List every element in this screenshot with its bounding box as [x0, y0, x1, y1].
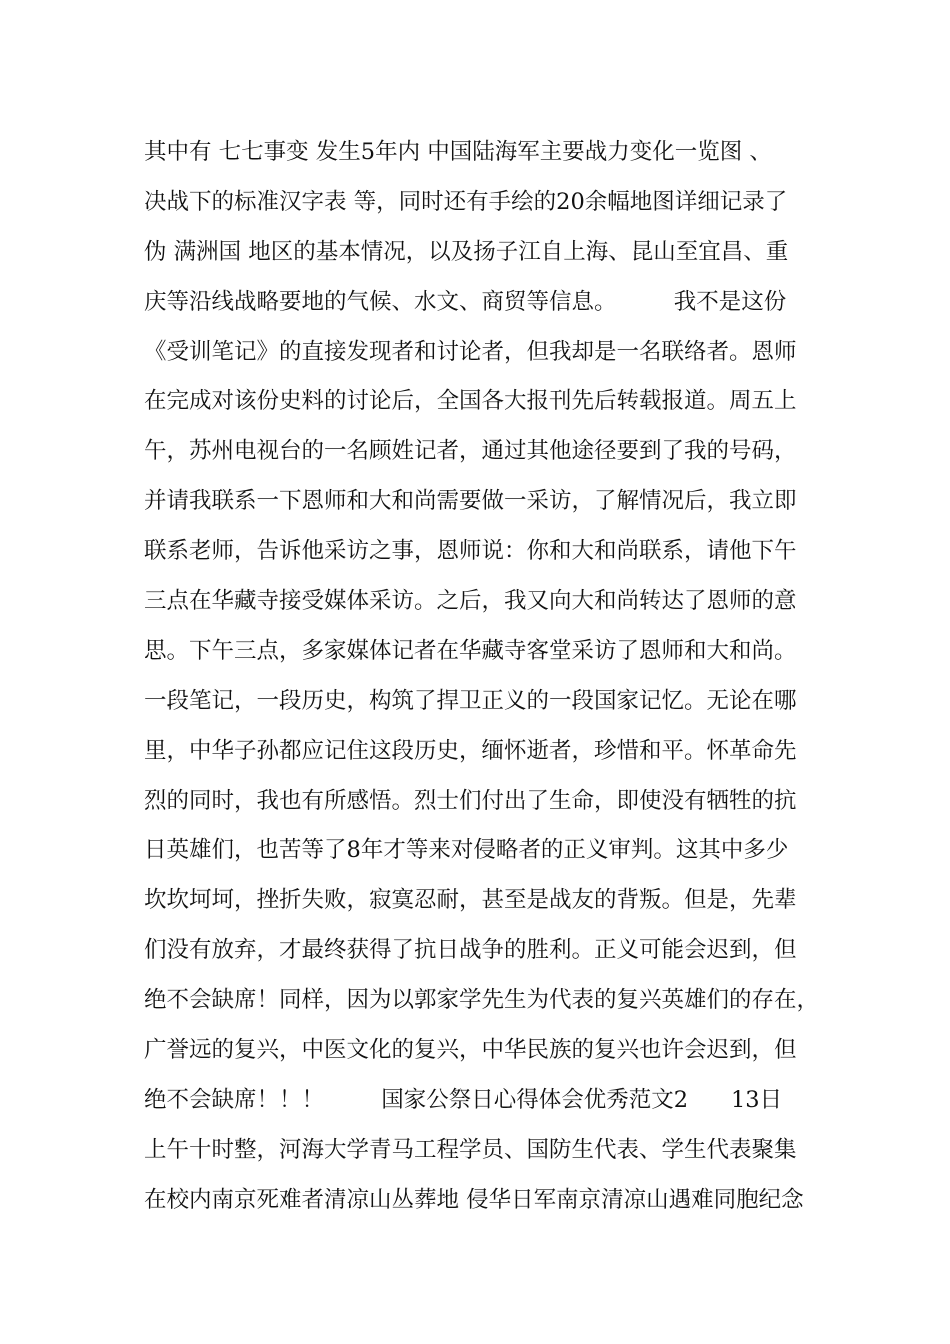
text-line: 烈的同时，我也有所感悟。烈士们付出了生命，即使没有牺牲的抗	[144, 787, 797, 814]
text-line: 《受训笔记》的直接发现者和讨论者，但我却是一名联络者。恩师	[144, 338, 797, 365]
document-body-text	[144, 128, 834, 1226]
text-line: 并请我联系一下恩师和大和尚需要做一采访，了解情况后，我立即	[144, 488, 797, 515]
text-line: 三点在华藏寺接受媒体采访。之后，我又向大和尚转达了恩师的意	[144, 588, 797, 615]
text-line: 联系老师，告诉他采访之事，恩师说：你和大和尚联系，请他下午	[144, 538, 797, 565]
text-line: 其中有 七七事变 发生5年内 中国陆海军主要战力变化一览图 、	[144, 139, 772, 165]
text-line: 一段笔记，一段历史，构筑了捍卫正义的一段国家记忆。无论在哪	[144, 687, 797, 714]
text-line: 在完成对该份史料的讨论后，全国各大报刊先后转载报道。周五上	[144, 388, 797, 415]
text-line: 们没有放弃，才最终获得了抗日战争的胜利。正义可能会迟到，但	[144, 937, 797, 964]
text-line: 庆等沿线战略要地的气候、水文、商贸等信息。 我不是这份	[144, 288, 787, 315]
text-line: 决战下的标准汉字表 等，同时还有手绘的20余幅地图详细记录了	[144, 188, 788, 215]
text-line: 坎坎坷坷，挫折失败，寂寞忍耐，甚至是战友的背叛。但是，先辈	[144, 887, 797, 914]
text-line: 绝不会缺席！！！ 国家公祭日心得体会优秀范文2 13日	[144, 1086, 783, 1113]
text-line: 思。下午三点，多家媒体记者在华藏寺客堂采访了恩师和大和尚。	[144, 637, 797, 664]
text-line: 上午十时整，河海大学青马工程学员、国防生代表、学生代表聚集	[144, 1136, 797, 1163]
text-line: 午，苏州电视台的一名顾姓记者，通过其他途径要到了我的号码，	[144, 438, 797, 465]
text-line: 日英雄们，也苦等了8年才等来对侵略者的正义审判。这其中多少	[144, 837, 789, 864]
text-line: 在校内南京死难者清凉山丛葬地 侵华日军南京清凉山遇难同胞纪念	[144, 1186, 804, 1213]
text-line: 绝不会缺席！同样，因为以郭家学先生为代表的复兴英雄们的存在，	[144, 987, 820, 1014]
text-line: 广誉远的复兴，中医文化的复兴，中华民族的复兴也许会迟到，但	[144, 1037, 797, 1064]
text-line: 里，中华子孙都应记住这段历史，缅怀逝者，珍惜和平。怀革命先	[144, 737, 797, 764]
text-line: 伪 满洲国 地区的基本情况，以及扬子江自上海、昆山至宜昌、重	[144, 238, 789, 265]
